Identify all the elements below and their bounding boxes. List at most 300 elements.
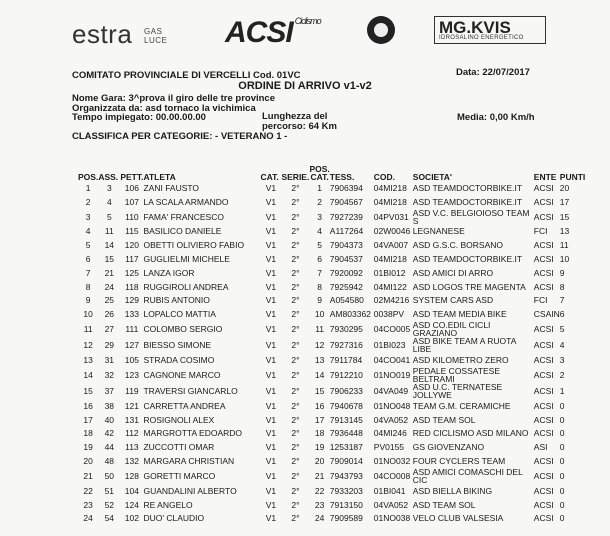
cell-punti: 3 <box>559 355 565 366</box>
cell-cod: 04CO005 <box>373 324 411 335</box>
cell-ente: ACSI <box>533 211 554 222</box>
col-serie: SERIE. <box>281 172 310 182</box>
table-row <box>78 321 585 337</box>
cell-ente: ACSI <box>533 428 554 439</box>
cell-societa: VELO CLUB VALSESIA <box>412 513 504 524</box>
cell-pos-cat: 4 <box>317 226 322 237</box>
col-ente: ENTE <box>533 172 557 182</box>
cell-atleta: GUANDALINI ALBERTO <box>143 485 237 496</box>
race-name: Nome Gara: 3^prova il giro delle tre province <box>72 93 275 104</box>
cell-ente: ACSI <box>533 267 554 278</box>
cell-societa: LEGNANESE <box>412 226 465 237</box>
cell-atleta: FAMA' FRANCESCO <box>143 211 224 222</box>
cell-serie: 2° <box>291 324 300 335</box>
cell-pos-cat: 12 <box>314 340 325 351</box>
estra-logo-tag <box>144 27 167 45</box>
cell-pos-cat: 8 <box>317 281 322 292</box>
cell-cat: V1 <box>265 428 277 439</box>
cell-serie: 2° <box>291 369 300 380</box>
cell-pett: 131 <box>124 414 139 425</box>
cell-pos-cat: 2 <box>317 196 322 207</box>
cell-punti: 0 <box>559 442 565 453</box>
cell-atleta: BIESSO SIMONE <box>143 340 212 351</box>
cell-ass: 21 <box>104 267 115 278</box>
cell-pett: 115 <box>125 226 139 237</box>
cell-ass: 50 <box>104 470 115 481</box>
cell-societa: ASD AMICI COMASCHI DEL CIC <box>412 466 523 485</box>
document-title: ORDINE DI ARRIVO v1-v2 <box>238 80 372 92</box>
cell-atleta: GUGLIELMI MICHELE <box>143 254 230 265</box>
table-row <box>78 512 585 526</box>
cell-punti: 15 <box>559 211 570 222</box>
table-row <box>78 367 585 383</box>
cell-societa: ASD LOGOS TRE MAGENTA <box>412 281 526 292</box>
category-ranking: CLASSIFICA PER CATEGORIE: - VETERANO 1 - <box>72 131 288 142</box>
mgkvis-logo-text: MG.KVIS <box>439 18 511 37</box>
cell-cat: V1 <box>265 254 277 265</box>
cell-societa: PEDALE COSSATESE BELTRAMI <box>412 365 501 384</box>
table-row <box>78 468 585 484</box>
col-tess: TESS. <box>329 172 355 182</box>
cell-tess: 7927316 <box>329 340 363 351</box>
cell-ass: 25 <box>104 295 115 306</box>
cell-pett: 121 <box>124 400 139 411</box>
cell-tess: 7904373 <box>329 240 363 251</box>
cell-societa: ASD TEAM SOL <box>412 414 476 425</box>
cell-cod: 04MI218 <box>373 254 407 265</box>
cell-punti: 20 <box>559 182 570 193</box>
cell-pos-cat: 24 <box>314 513 325 524</box>
col-atleta: ATLETA <box>143 172 176 182</box>
cell-pett: 106 <box>124 182 139 193</box>
table-row <box>78 195 585 209</box>
cell-tess: 7913145 <box>329 414 363 425</box>
cell-punti: 11 <box>559 240 569 251</box>
cell-tess: AM803362 <box>329 309 371 320</box>
cell-cat: V1 <box>265 211 277 222</box>
cell-tess: 7906394 <box>329 182 363 193</box>
cell-serie: 2° <box>291 499 300 510</box>
cell-ass: 29 <box>104 340 115 351</box>
table-row <box>78 307 585 321</box>
cell-ente: ACSI <box>533 513 554 524</box>
cell-atleta: CAGNONE MARCO <box>143 369 221 380</box>
table-row <box>78 280 585 294</box>
cell-pos-cat: 18 <box>314 428 325 439</box>
cell-serie: 2° <box>291 513 300 524</box>
cell-cat: V1 <box>265 513 277 524</box>
table-row <box>78 427 585 441</box>
cell-ass: 37 <box>104 385 115 396</box>
cell-ente: ACSI <box>533 456 554 467</box>
cell-serie: 2° <box>291 485 300 496</box>
cell-cod: 04VA052 <box>373 499 409 510</box>
table-row <box>78 181 585 195</box>
cell-atleta: MARGARA CHRISTIAN <box>143 456 235 467</box>
cell-cod: 04VA052 <box>373 414 409 425</box>
cell-pos: 4 <box>85 226 91 237</box>
cell-serie: 2° <box>291 456 300 467</box>
cell-pett: 133 <box>124 309 139 320</box>
cell-societa: ASD TEAMDOCTORBIKE.IT <box>412 254 523 265</box>
cell-pos-cat: 14 <box>314 369 325 380</box>
cell-pos-cat: 19 <box>314 442 325 453</box>
cell-cod: 04MI246 <box>373 428 407 439</box>
cell-tess: A117264 <box>329 226 364 237</box>
cell-ass: 31 <box>104 355 115 366</box>
cell-ass: 5 <box>106 211 112 222</box>
cell-cod: 04PV031 <box>373 211 409 222</box>
cell-atleta: RE ANGELO <box>143 499 193 510</box>
cell-cod: 01NO038 <box>373 513 411 524</box>
cell-tess: 7943793 <box>329 470 363 481</box>
cell-ente: CSAIN <box>533 309 560 320</box>
cell-ass: 3 <box>106 182 112 193</box>
table-row <box>78 399 585 413</box>
cell-ente: ACSI <box>533 414 554 425</box>
cell-atleta: BASILICO DANIELE <box>143 226 222 237</box>
cell-pett: 124 <box>124 499 139 510</box>
cell-cod: 02M4216 <box>373 295 410 306</box>
cell-tess: 7904567 <box>329 196 363 207</box>
cell-ente: ACSI <box>533 369 554 380</box>
cell-cod: 04VA007 <box>373 240 409 251</box>
cell-ass: 26 <box>104 309 115 320</box>
cell-pett: 125 <box>124 267 139 278</box>
cell-pos-cat: 20 <box>314 456 325 467</box>
table-row <box>78 383 585 399</box>
cell-pos: 1 <box>85 182 91 193</box>
cell-pos-cat: 23 <box>314 499 325 510</box>
cell-punti: 13 <box>559 226 570 237</box>
cell-serie: 2° <box>291 414 300 425</box>
col-punti: PUNTI <box>559 172 586 182</box>
cell-ass: 4 <box>106 196 112 207</box>
cell-ente: FCI <box>533 226 548 237</box>
cell-pos-cat: 13 <box>314 355 325 366</box>
cell-cod: 04MI218 <box>373 182 407 193</box>
cell-cat: V1 <box>265 340 277 351</box>
cell-atleta: COLOMBO SERGIO <box>143 324 223 335</box>
cell-cat: V1 <box>265 309 277 320</box>
cell-cod: 04MI122 <box>373 281 407 292</box>
cell-pos: 24 <box>83 513 93 524</box>
cell-ass: 24 <box>104 281 115 292</box>
cell-pos-cat: 6 <box>317 254 322 265</box>
cell-pett: 112 <box>125 428 139 439</box>
table-row <box>78 238 585 252</box>
cell-atleta: LANZA IGOR <box>143 267 195 278</box>
col-pos-cat: POS. CAT. <box>309 164 330 182</box>
cell-pos: 2 <box>85 196 91 207</box>
cell-tess: 7920092 <box>329 267 363 278</box>
cell-atleta: DUO' CLAUDIO <box>143 513 205 524</box>
cell-tess: 7909014 <box>329 456 363 467</box>
cell-tess: 7933203 <box>329 485 363 496</box>
cell-tess: A054580 <box>329 295 364 306</box>
cell-societa: ASD CO.EDIL CICLI GRAZIANO <box>412 320 491 339</box>
cell-cat: V1 <box>265 267 277 278</box>
cell-ente: ASI <box>533 442 548 453</box>
cell-societa: ASD TEAM SOL <box>412 499 476 510</box>
table-row <box>78 209 585 225</box>
cell-serie: 2° <box>291 182 300 193</box>
cell-pos: 15 <box>83 385 93 396</box>
cell-cod: 02W0046 <box>373 226 411 237</box>
cell-tess: 7912210 <box>329 369 363 380</box>
cell-atleta: ZANI FAUSTO <box>143 182 200 193</box>
cell-pos-cat: 10 <box>314 309 325 320</box>
cell-serie: 2° <box>291 254 300 265</box>
cell-pos-cat: 11 <box>315 324 325 335</box>
cell-atleta: ROSIGNOLI ALEX <box>143 414 215 425</box>
cell-ass: 54 <box>104 513 115 524</box>
table-row <box>78 337 585 353</box>
cell-ass: 42 <box>104 428 115 439</box>
table-row <box>78 440 585 454</box>
cell-pos-cat: 5 <box>317 240 322 251</box>
cell-atleta: LA SCALA ARMANDO <box>143 196 229 207</box>
cell-pett: 127 <box>124 340 139 351</box>
cell-atleta: ZUCCOTTI OMAR <box>143 442 215 453</box>
cell-ente: ACSI <box>533 400 554 411</box>
cell-pos: 23 <box>83 499 93 510</box>
time-taken: Tempo impiegato: 00.00.00.00 <box>72 112 206 123</box>
cell-societa: ASD KILOMETRO ZERO <box>412 355 509 366</box>
cell-serie: 2° <box>291 309 300 320</box>
cell-cod: 01NO019 <box>373 369 411 380</box>
cell-cod: 01NO048 <box>373 400 411 411</box>
cell-atleta: OBETTI OLIVIERO FABIO <box>143 240 245 251</box>
cell-pett: 113 <box>125 442 139 453</box>
cell-punti: 9 <box>559 267 565 278</box>
cell-pos-cat: 17 <box>314 414 325 425</box>
cell-pett: 129 <box>124 295 139 306</box>
cell-serie: 2° <box>291 240 300 251</box>
cell-pos: 12 <box>83 340 93 351</box>
cell-pos-cat: 21 <box>314 470 325 481</box>
cell-ente: ACSI <box>533 196 554 207</box>
cell-ente: FCI <box>533 295 548 306</box>
cell-ente: ACSI <box>533 385 554 396</box>
cell-cat: V1 <box>265 385 277 396</box>
cell-punti: 0 <box>559 400 565 411</box>
cell-pett: 123 <box>124 369 139 380</box>
cell-cod: 01BI012 <box>373 267 406 278</box>
cell-atleta: CARRETTA ANDREA <box>143 400 226 411</box>
col-pos: POS. <box>78 172 99 182</box>
cell-cat: V1 <box>265 442 277 453</box>
cell-cat: V1 <box>265 295 277 306</box>
cell-pett: 128 <box>124 470 139 481</box>
col-ass: ASS. <box>98 172 119 182</box>
cell-societa: RED CICLISMO ASD MILANO <box>412 428 529 439</box>
cell-punti: 7 <box>559 295 565 306</box>
cell-punti: 4 <box>559 340 565 351</box>
cell-societa: GS GIOVENZANO <box>412 442 485 453</box>
col-societa: SOCIETA' <box>412 172 452 182</box>
cell-tess: 7906233 <box>329 385 363 396</box>
cell-pett: 120 <box>124 240 139 251</box>
cell-tess: 7913150 <box>329 499 363 510</box>
cell-serie: 2° <box>291 211 300 222</box>
cell-pos: 21 <box>83 470 93 481</box>
cell-societa: FOUR CYCLERS TEAM <box>412 456 506 467</box>
cell-cat: V1 <box>265 485 277 496</box>
cell-pos: 14 <box>83 369 93 380</box>
cell-punti: 0 <box>559 414 565 425</box>
cell-atleta: RUGGIROLI ANDREA <box>143 281 229 292</box>
cell-societa: ASD TEAM MEDIA BIKE <box>412 309 507 320</box>
cell-ente: ACSI <box>533 470 554 481</box>
cell-cat: V1 <box>265 470 277 481</box>
cell-serie: 2° <box>291 385 300 396</box>
cell-cod: 04CO008 <box>373 470 411 481</box>
cell-serie: 2° <box>291 295 300 306</box>
acsi-logo-text: ACSI <box>225 16 293 49</box>
cell-pos: 7 <box>85 267 91 278</box>
cell-ente: ACSI <box>533 355 554 366</box>
mgkvis-logo <box>434 16 546 44</box>
cell-cat: V1 <box>265 369 277 380</box>
cell-societa: SYSTEM CARS ASD <box>412 295 494 306</box>
cell-pos: 13 <box>83 355 93 366</box>
cell-ass: 15 <box>104 254 115 265</box>
cell-cat: V1 <box>265 400 277 411</box>
cell-serie: 2° <box>291 281 300 292</box>
cell-pos-cat: 15 <box>314 385 325 396</box>
cell-serie: 2° <box>291 428 300 439</box>
cell-pos-cat: 9 <box>317 295 322 306</box>
cell-cat: V1 <box>265 226 277 237</box>
cell-pos-cat: 3 <box>317 211 322 222</box>
cell-ass: 40 <box>104 414 115 425</box>
cell-serie: 2° <box>291 355 300 366</box>
cell-tess: 7904537 <box>329 254 363 265</box>
cell-societa: ASD V.C. BELGIOIOSO TEAM S <box>412 207 530 226</box>
cell-punti: 8 <box>559 281 565 292</box>
cell-ass: 44 <box>104 442 115 453</box>
acsi-logo <box>225 16 321 50</box>
cell-punti: 2 <box>559 369 565 380</box>
cell-serie: 2° <box>291 267 300 278</box>
col-cod: COD. <box>373 172 396 182</box>
cell-pos: 10 <box>83 309 93 320</box>
cell-pett: 111 <box>125 324 139 335</box>
cell-cat: V1 <box>265 499 277 510</box>
cell-serie: 2° <box>291 226 300 237</box>
cell-pos: 17 <box>83 414 93 425</box>
average-speed: Media: 0,00 Km/h <box>457 112 535 123</box>
table-row <box>78 252 585 266</box>
cell-atleta: STRADA COSIMO <box>143 355 215 366</box>
cell-ente: ACSI <box>533 340 554 351</box>
cell-atleta: TRAVERSI GIANCARLO <box>143 385 238 396</box>
acsi-logo-sub: Ciclismo <box>294 16 321 26</box>
cell-tess: 7927239 <box>329 211 363 222</box>
cell-ass: 32 <box>104 369 115 380</box>
cell-societa: ASD U.C. TERNATESE JOLLYWE <box>412 381 503 400</box>
cell-pett: 105 <box>124 355 139 366</box>
cell-tess: 7930295 <box>329 324 363 335</box>
cell-pos-cat: 1 <box>317 182 322 193</box>
table-row <box>78 498 585 512</box>
cell-cod: 0038PV <box>373 309 405 320</box>
cell-punti: 6 <box>559 309 565 320</box>
cell-serie: 2° <box>291 442 300 453</box>
cell-punti: 0 <box>559 470 565 481</box>
cell-pos-cat: 22 <box>314 485 325 496</box>
cell-serie: 2° <box>291 196 300 207</box>
cell-pett: 117 <box>125 254 139 265</box>
estra-logo-text: estra <box>72 19 133 49</box>
cell-societa: ASD BIKE TEAM A RUOTA LIBE <box>412 336 516 355</box>
cell-cat: V1 <box>265 355 277 366</box>
cell-punti: 17 <box>559 196 570 207</box>
cell-cod: 01BI041 <box>373 485 406 496</box>
cell-cod: 01BI023 <box>373 340 406 351</box>
cell-pett: 110 <box>125 211 139 222</box>
cell-tess: 7925942 <box>329 281 363 292</box>
cell-atleta: RUBIS ANTONIO <box>143 295 210 306</box>
cell-punti: 0 <box>559 428 565 439</box>
results-table <box>78 163 585 525</box>
cell-pos: 19 <box>83 442 93 453</box>
estra-tag-gas: GAS <box>144 27 163 37</box>
table-row <box>78 294 585 308</box>
table-row <box>78 266 585 280</box>
cell-punti: 0 <box>559 513 565 524</box>
cell-pos: 11 <box>83 324 93 335</box>
cell-punti: 0 <box>559 485 565 496</box>
cell-ente: ACSI <box>533 324 554 335</box>
cell-ass: 52 <box>104 499 115 510</box>
cell-serie: 2° <box>291 400 300 411</box>
cell-atleta: MARGROTTA EDOARDO <box>143 428 243 439</box>
cell-pett: 119 <box>125 385 139 396</box>
cell-cat: V1 <box>265 240 277 251</box>
cell-cat: V1 <box>265 456 277 467</box>
cell-punti: 1 <box>559 385 565 396</box>
cell-pos: 8 <box>85 281 91 292</box>
table-row <box>78 454 585 468</box>
cell-ass: 14 <box>104 240 115 251</box>
cell-pos: 9 <box>85 295 91 306</box>
race-date: Data: 22/07/2017 <box>456 67 530 78</box>
cell-tess: 7940678 <box>329 400 363 411</box>
cell-pett: 118 <box>125 281 139 292</box>
cell-ass: 11 <box>104 226 114 237</box>
course-length: Lunghezza del percorso: 64 Km <box>262 111 337 132</box>
cell-pett: 102 <box>124 513 139 524</box>
cell-tess: 7936448 <box>329 428 363 439</box>
cell-cod: 04MI218 <box>373 196 407 207</box>
cell-pett: 104 <box>124 485 139 496</box>
cell-tess: 7909589 <box>329 513 363 524</box>
cell-pos: 6 <box>85 254 91 265</box>
cell-cod: 01NO032 <box>373 456 411 467</box>
col-pett: PETT. <box>120 172 144 182</box>
cell-pos: 5 <box>85 240 91 251</box>
cell-cat: V1 <box>265 196 277 207</box>
cell-pett: 132 <box>124 456 139 467</box>
cell-cat: V1 <box>265 324 277 335</box>
cell-societa: ASD G.S.C. BORSANO <box>412 240 503 251</box>
col-cat: CAT. <box>260 172 279 182</box>
cell-pos-cat: 7 <box>317 267 322 278</box>
mgkvis-logo-sub: IDROSALINO ENERGETICO <box>439 35 524 41</box>
cell-ass: 27 <box>104 324 115 335</box>
